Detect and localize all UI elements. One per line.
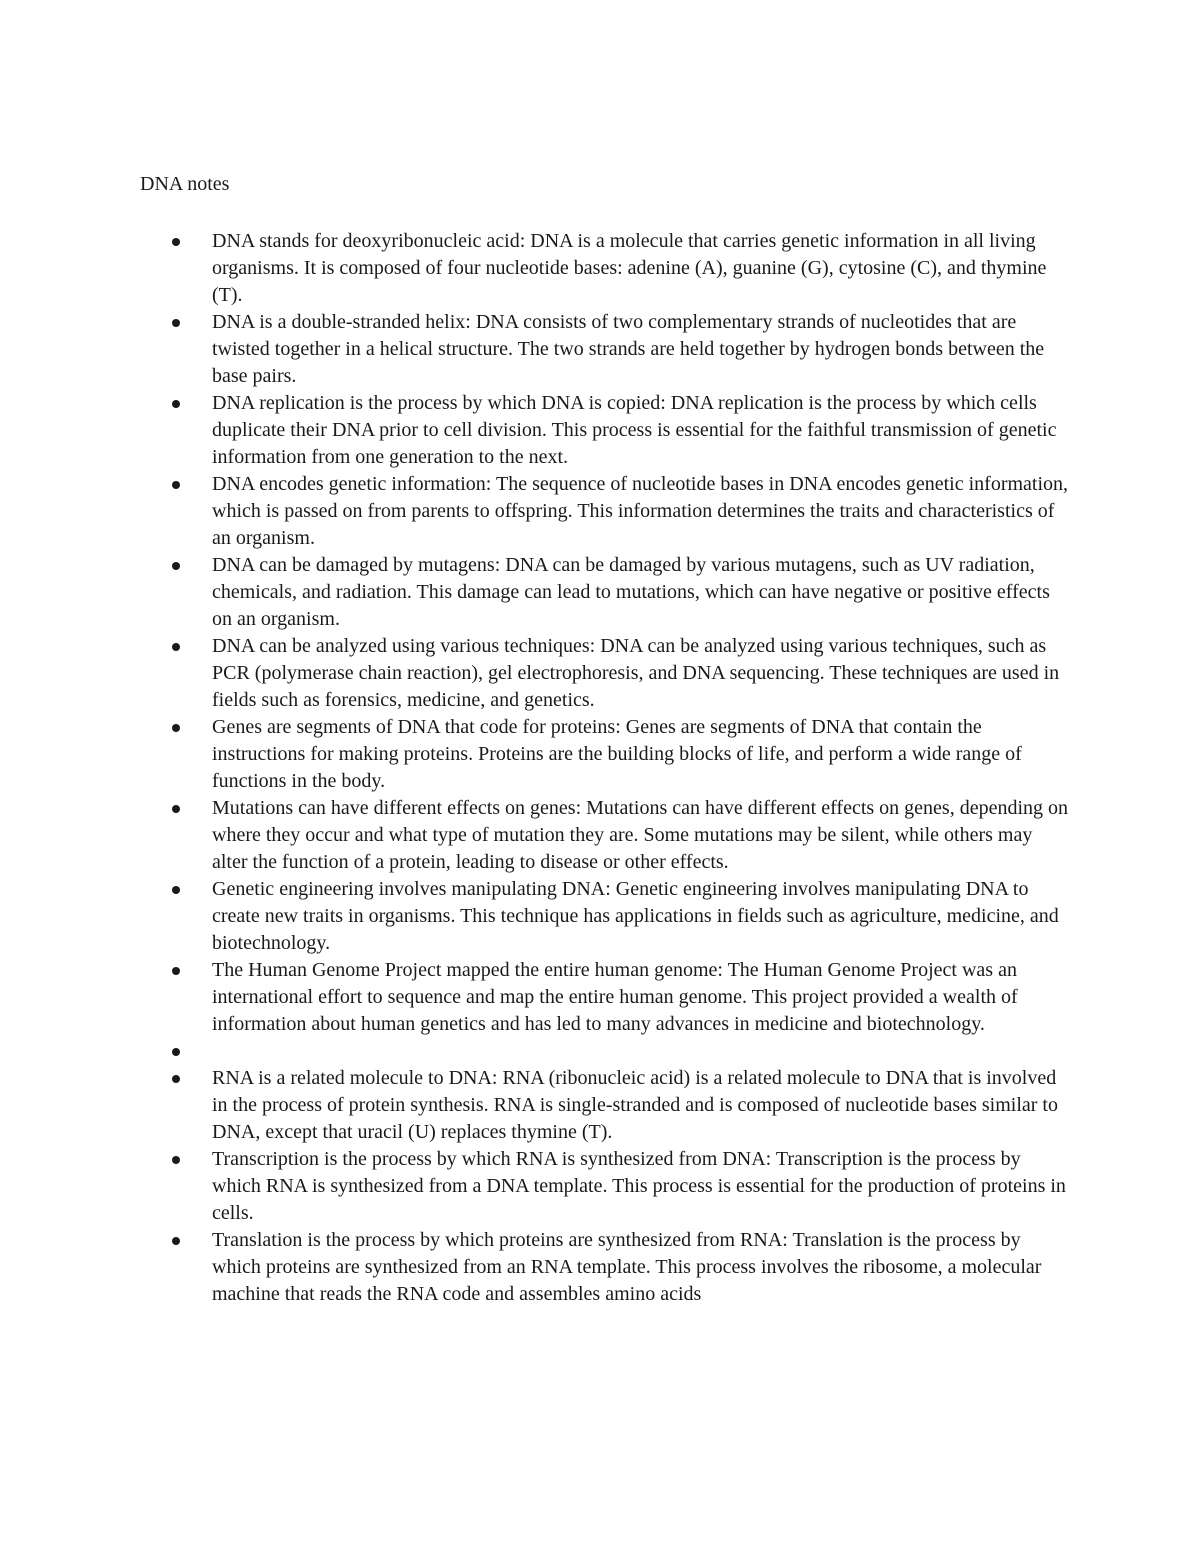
list-item-text: RNA is a related molecule to DNA: RNA (ribonucleic acid) is a related molecule to DNA that is involved in the process of protein synthesis. RNA is single-stranded and is composed of nucleotide bases similar to DNA, except that uracil (U) replaces thymine (T). [212, 1067, 1058, 1143]
bullet-icon [172, 1237, 180, 1245]
notes-list [212, 228, 1072, 1308]
list-item [212, 633, 1072, 714]
bullet-icon [172, 1156, 180, 1164]
list-item-text: Mutations can have different effects on genes: Mutations can have different effects on genes, depending on where they occur and what type of mutation they are. Some mutations may be silent, while others may alter the function of a protein, leading to disease or other effects. [212, 797, 1069, 873]
bullet-icon [172, 643, 180, 651]
list-item-text: DNA encodes genetic information: The sequence of nucleotide bases in DNA encodes genetic information, which is passed on from parents to offspring. This information determines the traits and characteristics of an organism. [212, 473, 1069, 549]
list-item [212, 876, 1072, 957]
bullet-icon [172, 1048, 180, 1056]
bullet-icon [172, 238, 180, 246]
empty-list-item [212, 1038, 1072, 1065]
bullet-icon [172, 319, 180, 327]
list-item [212, 552, 1072, 633]
list-item-text: DNA replication is the process by which DNA is copied: DNA replication is the process by which cells duplicate their DNA prior to cell division. This process is essential for the faithful transmission of genetic information from one generation to the next. [212, 392, 1057, 468]
list-item [212, 795, 1072, 876]
list-item [212, 1065, 1072, 1146]
list-item-text: Translation is the process by which proteins are synthesized from RNA: Translation is the process by which proteins are synthesized from an RNA template. This process involves the ribosome, a molecular machine that reads the RNA code and assembles amino acids [212, 1229, 1042, 1305]
list-item-text: DNA can be analyzed using various techniques: DNA can be analyzed using various techniques, such as PCR (polymerase chain reaction), gel electrophoresis, and DNA sequencing. These techniques are used in fields such as forensics, medicine, and genetics. [212, 635, 1060, 711]
list-item-text: DNA can be damaged by mutagens: DNA can be damaged by various mutagens, such as UV radiation, chemicals, and radiation. This damage can lead to mutations, which can have negative or positive effects on an organism. [212, 554, 1050, 630]
bullet-icon [172, 1075, 180, 1083]
list-item-text: Transcription is the process by which RNA is synthesized from DNA: Transcription is the process by which RNA is synthesized from a DNA template. This process is essential for the production of proteins in cells. [212, 1148, 1066, 1224]
list-item [212, 1227, 1072, 1308]
bullet-icon [172, 562, 180, 570]
bullet-icon [172, 886, 180, 894]
list-item-text: Genes are segments of DNA that code for proteins: Genes are segments of DNA that contain the instructions for making proteins. Proteins are the building blocks of life, and perform a wide range of functions in the body. [212, 716, 1022, 792]
bullet-icon [172, 400, 180, 408]
bullet-icon [172, 967, 180, 975]
list-item [212, 714, 1072, 795]
list-item-text: Genetic engineering involves manipulating DNA: Genetic engineering involves manipulating DNA to create new traits in organisms. This technique has applications in fields such as agriculture, medicine, and biotechnology. [212, 878, 1059, 954]
list-item [212, 957, 1072, 1038]
bullet-icon [172, 481, 180, 489]
list-item [212, 471, 1072, 552]
list-item [212, 1146, 1072, 1227]
list-item [212, 228, 1072, 309]
document-title: DNA notes [140, 173, 230, 195]
list-item-text: The Human Genome Project mapped the entire human genome: The Human Genome Project was an international effort to sequence and map the entire human genome. This project provided a wealth of information about human genetics and has led to many advances in medicine and biotechnology. [212, 959, 1018, 1035]
list-item-text: DNA is a double-stranded helix: DNA consists of two complementary strands of nucleotides that are twisted together in a helical structure. The two strands are held together by hydrogen bonds between the base pairs. [212, 311, 1045, 387]
list-item [212, 390, 1072, 471]
list-item [212, 309, 1072, 390]
bullet-icon [172, 805, 180, 813]
bullet-icon [172, 724, 180, 732]
list-item-text: DNA stands for deoxyribonucleic acid: DNA is a molecule that carries genetic information in all living organisms. It is composed of four nucleotide bases: adenine (A), guanine (G), cytosine (C), and thymine (T). [212, 230, 1047, 306]
